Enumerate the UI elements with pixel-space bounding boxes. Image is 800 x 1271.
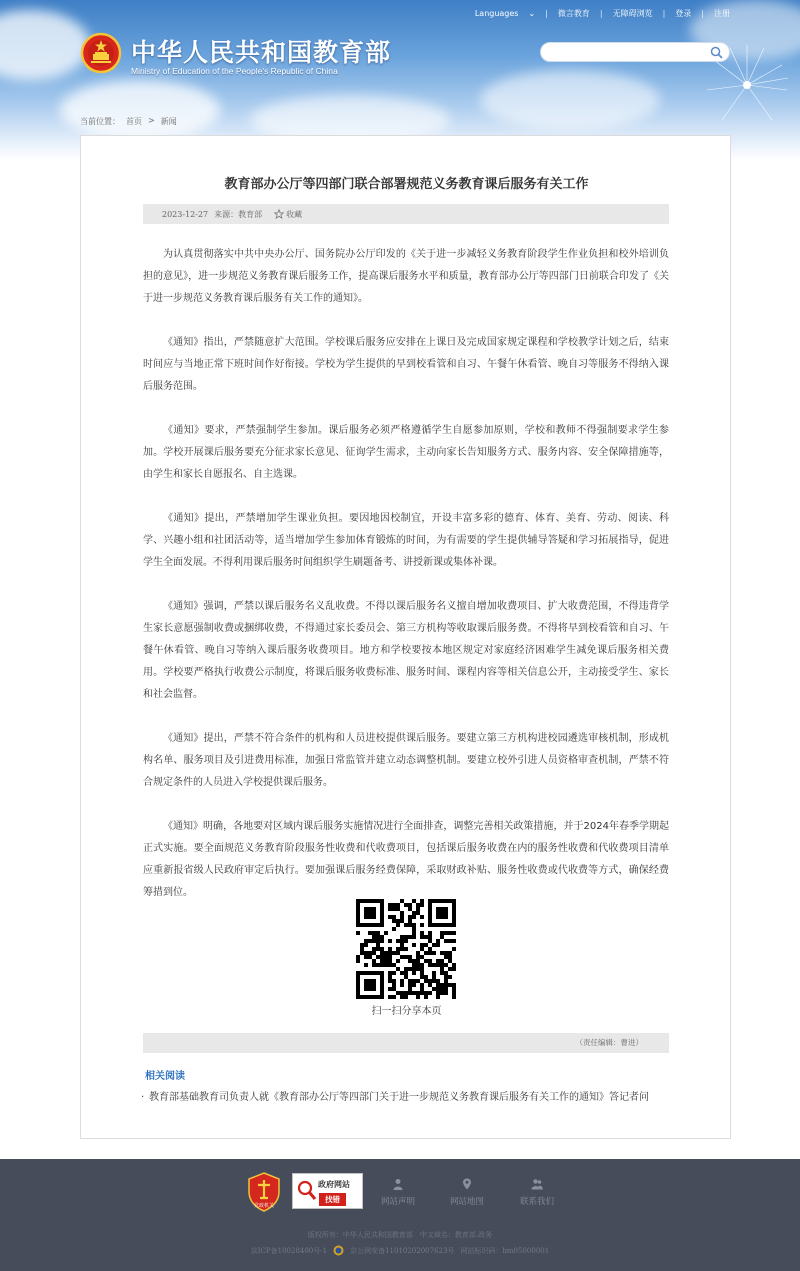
editor-credit: （责任编辑：曹进） <box>143 1033 669 1053</box>
map-pin-icon <box>461 1178 473 1190</box>
site-subtitle: Ministry of Education of the People's Republic of China <box>131 66 338 76</box>
police-badge-icon <box>333 1245 344 1256</box>
svg-text:党政机关: 党政机关 <box>253 1203 275 1209</box>
search-box <box>540 42 730 62</box>
gov-error-line2: 找错 <box>319 1193 346 1206</box>
favorite-button[interactable] <box>274 209 302 220</box>
gov-error-line1: 政府网站 <box>318 1180 350 1189</box>
breadcrumb-current[interactable]: 新闻 <box>160 117 177 126</box>
article-paragraph: 《通知》明确，各地要对区域内课后服务实施情况进行全面排查，调整完善相关政策措施，并于2024年春季学期起正式实施。要全面规范义务教育阶段服务性收费和代收费项目，包括课后服务收费在内的服务性收费和代收费项目清单应重新报省级人民政府审定后执行。要加强课后服务经费保障，采取财政补贴、服务性收费或代收费等方式，确保经费筹措到位。 <box>143 821 669 898</box>
footer-link-statement[interactable] <box>368 1178 428 1207</box>
login-link[interactable]: 登录 <box>675 9 692 18</box>
footer-link-label: 网站声明 <box>380 1197 415 1207</box>
article-meta <box>143 204 669 224</box>
article-paragraph: 《通知》提出，严禁不符合条件的机构和人员进校提供课后服务。要建立第三方机构进校园遴选审核机制，形成机构名单、服务项目及引进费用标准，加强日常监管并建立动态调整机制。要建立校外引进人员资格审查机制，严禁不符合规定条件的人员进入学校提供课后服务。 <box>143 733 669 788</box>
footer-link-label: 网站地图 <box>449 1197 484 1207</box>
article-paragraph: 《通知》指出，严禁随意扩大范围。学校课后服务应安排在上课日及完成国家规定课程和学校教学计划之后，结束时间应与当地正常下班时间作好衔接。学校为学生提供的早到校看管和自习、午餐午休看管、晚自习等服务不得纳入课后服务范围。 <box>143 337 669 392</box>
article-source: 来源：教育部 <box>214 209 263 219</box>
favorite-label: 收藏 <box>286 209 303 219</box>
site-id: 网站标识码：bm05000001 <box>460 1246 550 1255</box>
article-paragraph: 《通知》强调，严禁以课后服务名义乱收费。不得以课后服务名义擅自增加收费项目、扩大收费范围，不得违背学生家长意愿强制收费或捆绑收费，不得通过家长委员会、第三方机构等收取课后服务费。不得将早到校看管和自习、午餐午休看管、晚自习等纳入课后服务收费项目。地方和学校要按本地区规定对家庭经济困难学生减免课后服务相关费用。学校要严格执行收费公示制度，将课后服务收费标准、服务时间、课程内容等相关信息公开，主动接受学生、家长和社会监督。 <box>143 601 669 700</box>
chevron-down-icon[interactable]: ⌄ <box>528 9 536 18</box>
search-icon[interactable] <box>710 46 723 59</box>
contacts-icon <box>531 1178 543 1190</box>
magnifier-icon <box>297 1180 317 1202</box>
weiyan-link[interactable]: 微言教育 <box>557 9 590 18</box>
top-links: Languages ⌄ | 微言教育 | 无障碍浏览 | 登录 | 注册 <box>474 9 730 18</box>
qr-code <box>356 899 456 999</box>
qr-caption: 扫一扫分享本页 <box>371 1006 442 1017</box>
breadcrumb-home[interactable]: 首页 <box>126 117 142 126</box>
star-icon <box>274 209 284 219</box>
search-input[interactable] <box>541 47 706 65</box>
footer-link-label: 联系我们 <box>519 1197 554 1207</box>
party-government-badge-icon[interactable] <box>247 1172 281 1212</box>
article-container <box>80 135 731 1139</box>
article-paragraph: 《通知》提出，严禁增加学生课业负担。要因地因校制宜，开设丰富多彩的德育、体育、美育、劳动、阅读、科学、兴趣小组和社团活动等，适当增加学生参加体育锻炼的时间，为有需要的学生提供辅导答疑和学习拓展指导，促进学生全面发展。不得利用课后服务时间组织学生刷题备考、讲授新课或集体补课。 <box>143 513 669 568</box>
languages-link[interactable]: Languages <box>474 9 519 18</box>
person-icon <box>392 1178 404 1190</box>
breadcrumb-label: 当前位置： <box>80 117 120 126</box>
breadcrumb <box>80 116 177 127</box>
register-link[interactable]: 注册 <box>714 9 730 18</box>
police-record-link[interactable]: 京公网安备11010202007623号 <box>350 1246 455 1255</box>
footer-link-contact[interactable] <box>507 1178 567 1207</box>
national-emblem-icon[interactable] <box>80 32 122 76</box>
footer-registration <box>0 1245 800 1256</box>
footer-link-sitemap[interactable] <box>437 1178 497 1207</box>
article-title: 教育部办公厅等四部门联合部署规范义务教育课后服务有关工作 <box>224 177 589 192</box>
related-item[interactable]: · 教育部基础教育司负责人就《教育部办公厅等四部门关于进一步规范义务教育课后服务有关工作的通知》答记者问 <box>141 1088 671 1108</box>
icp-link[interactable]: 京ICP备10028400号-1 <box>250 1246 328 1255</box>
accessibility-link[interactable]: 无障碍浏览 <box>612 9 653 18</box>
article-paragraph: 《通知》要求，严禁强制学生参加。课后服务必须严格遵循学生自愿参加原则，学校和教师不得强制要求学生参加。学校开展课后服务要充分征求家长意见、征询学生需求，主动向家长告知服务方式、服务内容、安全保障措施等，由学生和家长自愿报名、自主选课。 <box>143 425 669 480</box>
copyright-text: 版权所有：中华人民共和国教育部 中文域名：教育部.政务 <box>307 1231 493 1239</box>
site-title[interactable]: 中华人民共和国教育部 <box>131 38 392 67</box>
article-body <box>143 244 669 926</box>
related-reading-title: 相关阅读 <box>145 1071 185 1082</box>
gov-site-error-button[interactable] <box>292 1173 363 1209</box>
footer <box>0 1159 800 1271</box>
related-list <box>141 1088 671 1108</box>
article-date: 2023-12-27 <box>162 209 209 219</box>
breadcrumb-separator: > <box>148 116 155 125</box>
article-paragraph: 为认真贯彻落实中共中央办公厅、国务院办公厅印发的《关于进一步减轻义务教育阶段学生作业负担和校外培训负担的意见》，进一步规范义务教育课后服务工作，提高课后服务水平和质量，教育部办公厅等四部门日前联合印发了《关于进一步规范义务教育课后服务有关工作的通知》。 <box>143 249 669 304</box>
